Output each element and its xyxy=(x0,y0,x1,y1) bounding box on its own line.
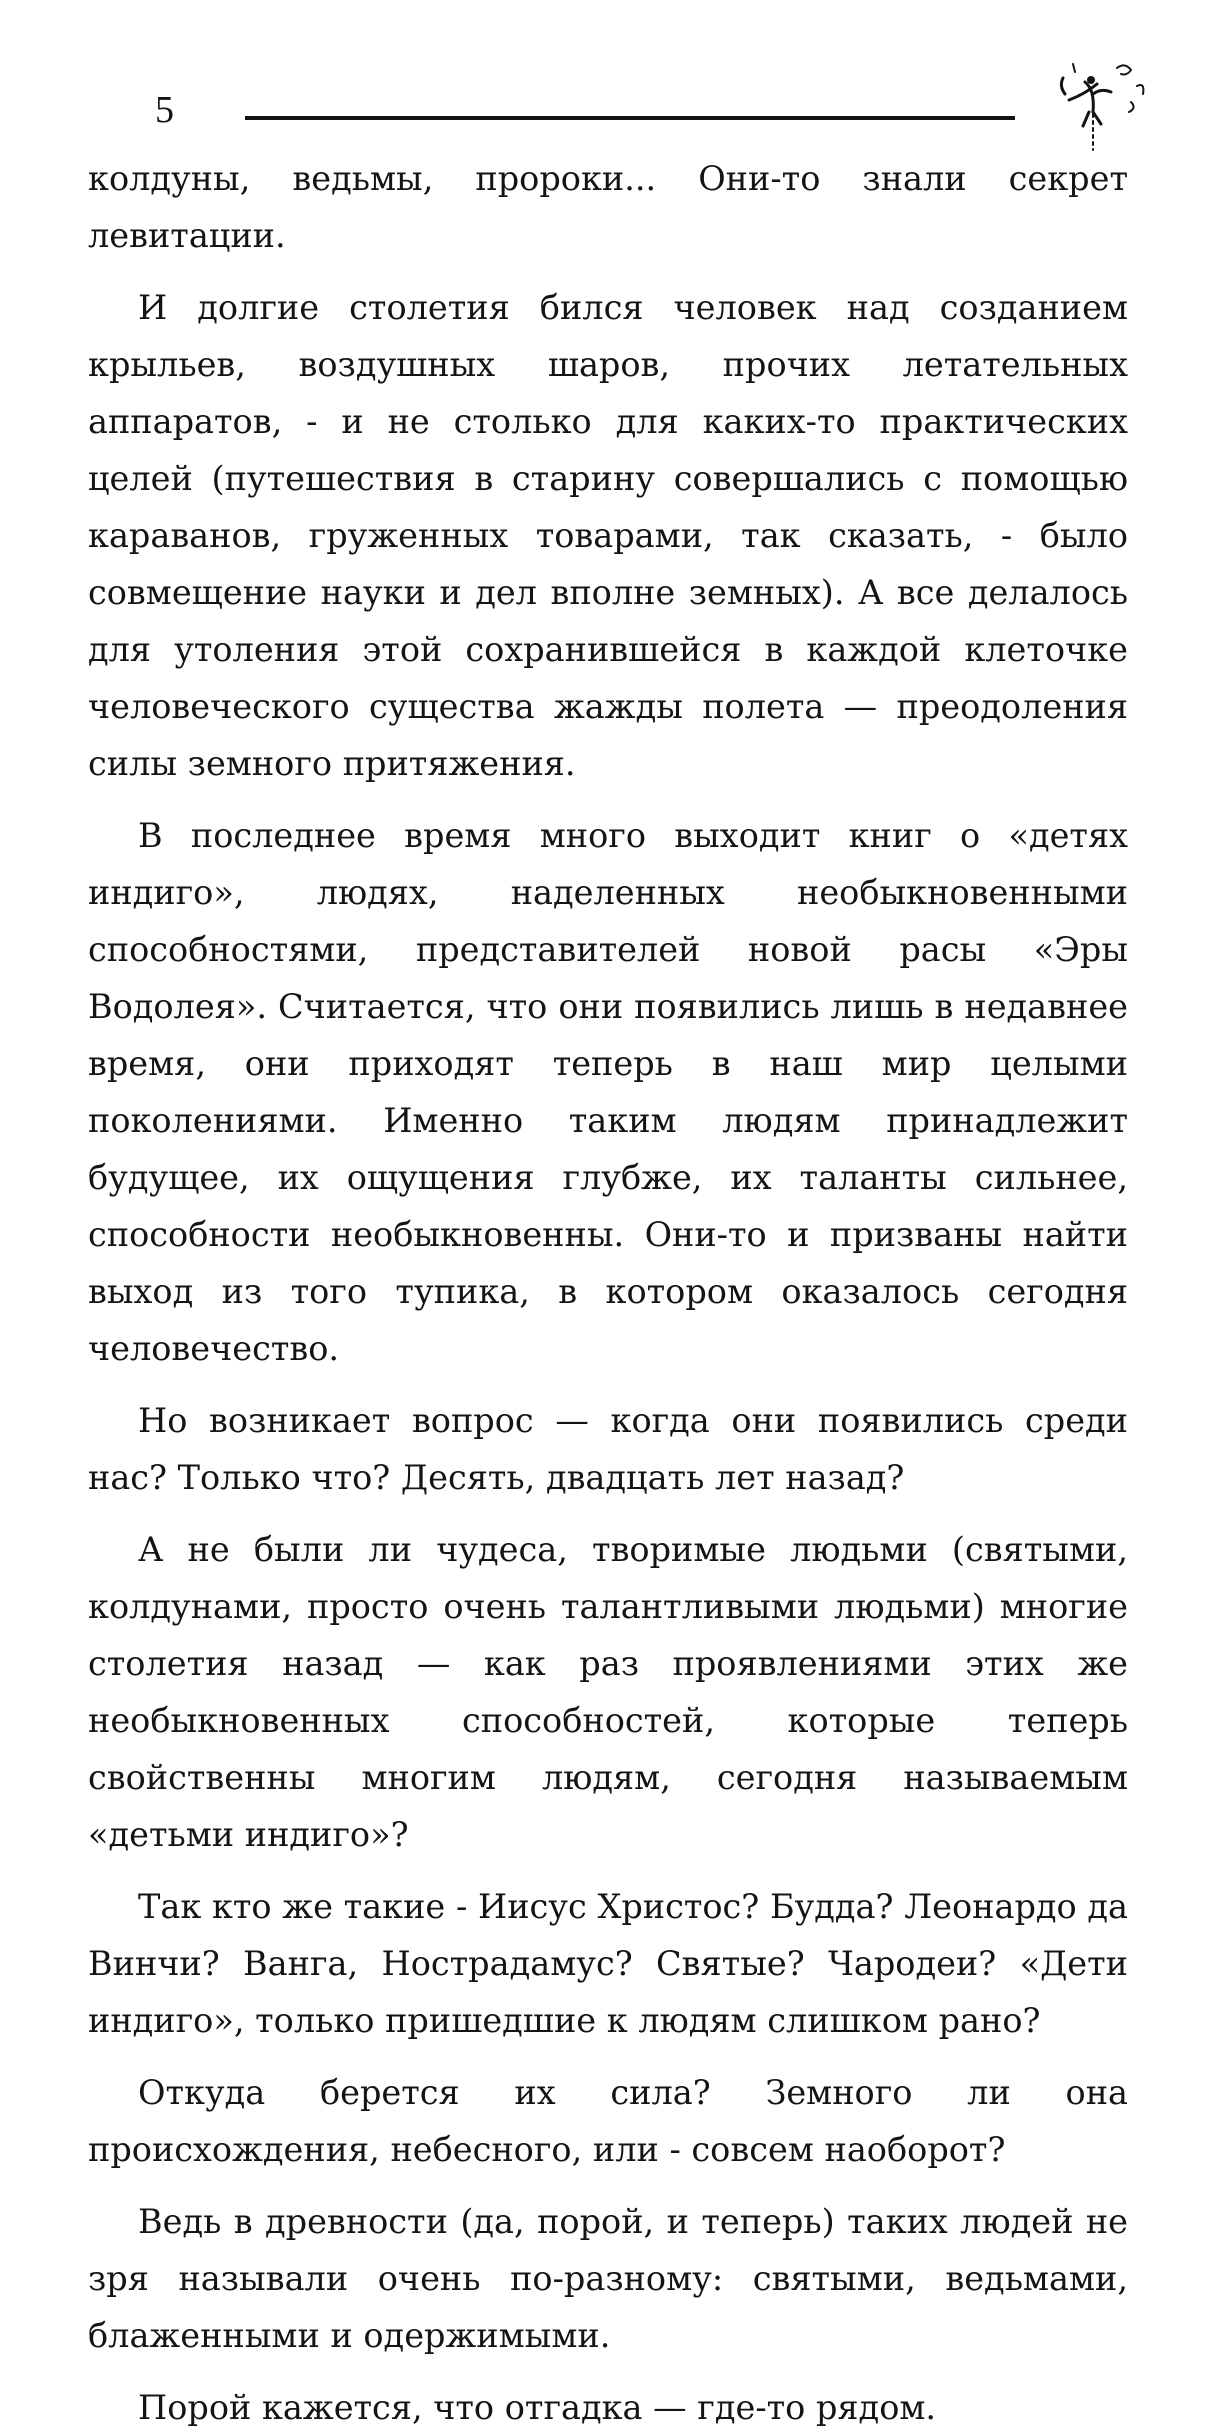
header-rule xyxy=(245,116,1015,120)
paragraph: И долгие столетия бился человек над созданием крыльев, воздушных шаров, прочих летательных аппаратов, - и не столько для каких-то практических целей (путешествия в старину совершались с помощью караванов, груженных товарами, так сказать, - было совмещение науки и дел вполне земных). А все делалось для утоления этой сохранившейся в каждой клеточке человеческого существа жажды полета — преодоления силы земного притяжения. xyxy=(88,288,1128,783)
paragraph: Ведь в древности (да, порой, и теперь) таких людей не зря называли очень по-разному: святыми, ведьмами, блаженными и одержимыми. xyxy=(88,2202,1128,2355)
paragraph: А не были ли чудеса, творимые людьми (святыми, колдунами, просто очень талантливыми людьми) многие столетия назад — как раз проявлениями этих же необыкновенных способностей, которые теперь свойственны многим людям, сегодня называемым «детьми индиго»? xyxy=(88,1530,1128,1854)
body-text xyxy=(88,150,1128,2436)
paragraph: Так кто же такие - Иисус Христос? Будда? Леонардо да Винчи? Ванга, Нострадамус? Святые? Чародеи? «Дети индиго», только пришедшие к людям слишком рано? xyxy=(88,1887,1128,2040)
page-number: 5 xyxy=(155,89,174,131)
paragraph: Откуда берется их сила? Земного ли она происхождения, небесного, или - совсем наоборот? xyxy=(88,2073,1128,2169)
page-header xyxy=(145,88,1185,158)
paragraph: Но возникает вопрос — когда они появились среди нас? Только что? Десять, двадцать лет назад? xyxy=(88,1401,1128,1497)
paragraph: колдуны, ведьмы, пророки... Они-то знали секрет левитации. xyxy=(88,159,1128,255)
paragraph: Порой кажется, что отгадка — где-то рядом. xyxy=(138,2388,937,2427)
paragraph: В последнее время много выходит книг о «детях индиго», людях, наделенных необыкновенными способностями, представителей новой расы «Эры Водолея». Считается, что они появились лишь в недавнее время, они приходят теперь в наш мир целыми поколениями. Именно таким людям принадлежит будущее, их ощущения глубже, их таланты сильнее, способности необыкновенны. Они-то и призваны найти выход из того тупика, в котором оказалось сегодня человечество. xyxy=(88,816,1128,1368)
sketch-figure-icon xyxy=(1045,54,1160,154)
